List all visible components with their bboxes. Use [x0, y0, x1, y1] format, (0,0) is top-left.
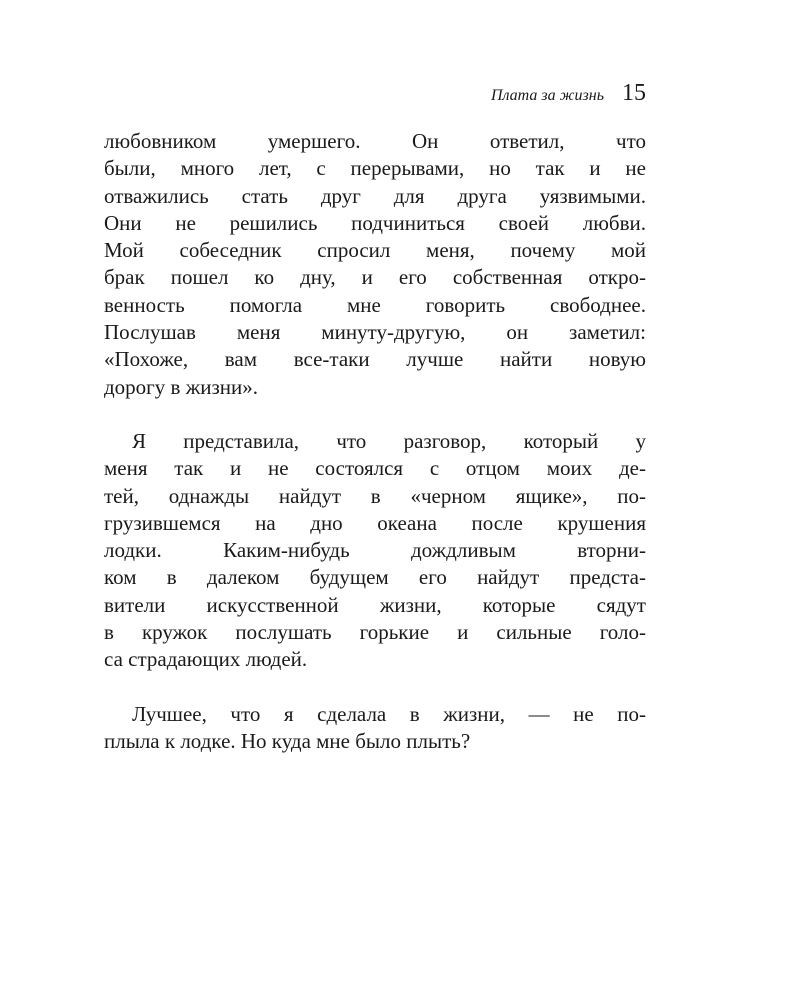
paragraph-1 — [104, 128, 646, 401]
paragraph-2 — [104, 428, 646, 674]
text-line: в кружок послушать горькие и сильные голо- — [104, 620, 646, 645]
text-line: тей, однажды найдут в «черном ящике», по- — [104, 483, 646, 508]
text-line: Я представила, что разговор, который у — [132, 428, 646, 453]
text-line: Они не решились подчиниться своей любви. — [104, 210, 646, 235]
text-line: были, много лет, с перерывами, но так и не — [104, 156, 646, 181]
text-line: са страдающих людей. — [104, 647, 308, 672]
text-line: меня так и не состоялся с отцом моих де- — [104, 456, 646, 481]
text-line: любовником умершего. Он ответил, что — [104, 129, 646, 153]
text-line: плыла к лодке. Но куда мне было плыть? — [104, 728, 471, 753]
page-number: 15 — [622, 80, 646, 106]
text-line: Послушав меня минуту-другую, он заметил: — [104, 320, 646, 345]
running-header — [104, 80, 646, 107]
text-line: грузившемся на дно океана после крушения — [104, 510, 646, 535]
text-line: ком в далеком будущем его найдут предста- — [104, 565, 646, 590]
running-title: Плата за жизнь — [490, 87, 604, 104]
text-line: лодки. Каким-нибудь дождливым вторни- — [104, 538, 646, 563]
text-line: «Похоже, вам все-таки лучше найти новую — [104, 347, 646, 372]
text-line: Лучшее, что я сделала в жизни, — не по- — [132, 701, 646, 726]
text-line: отважились стать друг для друга уязвимыми. — [104, 183, 646, 208]
body-text — [104, 128, 646, 755]
text-line: венность помогла мне говорить свободнее. — [104, 292, 646, 317]
paragraph-3 — [104, 701, 646, 756]
text-line: дорогу в жизни». — [104, 374, 258, 399]
text-line: вители искусственной жизни, которые сядут — [104, 592, 646, 617]
text-line: брак пошел ко дну, и его собственная откро- — [104, 265, 646, 290]
text-line: Мой собеседник спросил меня, почему мой — [104, 238, 646, 263]
